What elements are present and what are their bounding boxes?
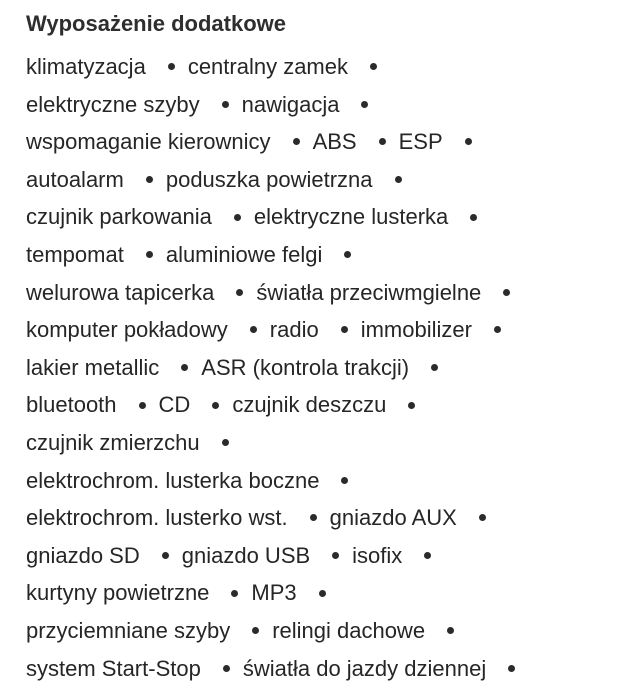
feature-item: poduszka powietrzna [166,167,373,192]
feature-item: przyciemniane szyby [26,618,230,643]
feature-item: relingi dachowe [272,618,425,643]
bullet-separator-icon [395,176,402,183]
bullet-separator-icon [146,176,153,183]
feature-line [26,424,640,462]
feature-line [26,650,640,687]
bullet-separator-icon [503,289,510,296]
feature-line [26,311,640,349]
feature-line [26,48,640,86]
feature-item: ASR (kontrola trakcji) [201,355,409,380]
bullet-separator-icon [139,402,146,409]
bullet-separator-icon [146,251,153,258]
feature-line [26,462,640,500]
feature-item: CD [159,392,191,417]
feature-line [26,499,640,537]
feature-item: światła do jazdy dziennej [243,656,486,681]
bullet-separator-icon [231,590,238,597]
feature-line [26,386,640,424]
equipment-section [26,0,640,43]
feature-line [26,349,640,387]
bullet-separator-icon [494,326,501,333]
feature-item: autoalarm [26,167,124,192]
bullet-separator-icon [447,627,454,634]
bullet-separator-icon [424,552,431,559]
feature-item: welurowa tapicerka [26,280,214,305]
bullet-separator-icon [470,214,477,221]
bullet-separator-icon [361,101,368,108]
feature-item: system Start-Stop [26,656,201,681]
bullet-separator-icon [212,402,219,409]
feature-item: isofix [352,543,402,568]
bullet-separator-icon [252,627,259,634]
feature-line [26,161,640,199]
bullet-separator-icon [234,214,241,221]
feature-item: klimatyzacja [26,54,146,79]
bullet-separator-icon [223,665,230,672]
bullet-separator-icon [508,665,515,672]
feature-line [26,274,640,312]
feature-item: elektryczne szyby [26,92,200,117]
bullet-separator-icon [431,364,438,371]
feature-item: bluetooth [26,392,117,417]
bullet-separator-icon [332,552,339,559]
bullet-separator-icon [168,63,175,70]
feature-item: immobilizer [361,317,472,342]
feature-item: wspomaganie kierownicy [26,129,271,154]
feature-item: elektryczne lusterka [254,204,448,229]
bullet-separator-icon [181,364,188,371]
feature-item: MP3 [251,580,296,605]
section-title: Wyposażenie dodatkowe [26,13,640,43]
feature-line [26,537,640,575]
bullet-separator-icon [370,63,377,70]
feature-item: ABS [313,129,357,154]
bullet-separator-icon [479,514,486,521]
bullet-separator-icon [379,138,386,145]
feature-line [26,236,640,274]
feature-item: centralny zamek [188,54,348,79]
feature-item: czujnik parkowania [26,204,212,229]
feature-item: gniazdo SD [26,543,140,568]
feature-list [26,48,640,687]
feature-line [26,612,640,650]
bullet-separator-icon [162,552,169,559]
bullet-separator-icon [222,439,229,446]
feature-line [26,574,640,612]
bullet-separator-icon [310,514,317,521]
feature-item: kurtyny powietrzne [26,580,209,605]
bullet-separator-icon [319,590,326,597]
feature-item: gniazdo USB [182,543,310,568]
bullet-separator-icon [250,326,257,333]
bullet-separator-icon [293,138,300,145]
bullet-separator-icon [408,402,415,409]
bullet-separator-icon [222,101,229,108]
feature-item: elektrochrom. lusterka boczne [26,468,319,493]
feature-item: czujnik zmierzchu [26,430,200,455]
feature-item: radio [270,317,319,342]
feature-item: gniazdo AUX [330,505,457,530]
feature-item: elektrochrom. lusterko wst. [26,505,288,530]
bullet-separator-icon [341,477,348,484]
feature-item: światła przeciwmgielne [256,280,481,305]
feature-item: lakier metallic [26,355,159,380]
feature-item: ESP [399,129,443,154]
bullet-separator-icon [465,138,472,145]
bullet-separator-icon [236,289,243,296]
feature-line [26,198,640,236]
feature-item: komputer pokładowy [26,317,228,342]
bullet-separator-icon [344,251,351,258]
feature-item: aluminiowe felgi [166,242,323,267]
feature-line [26,86,640,124]
feature-item: tempomat [26,242,124,267]
feature-item: czujnik deszczu [232,392,386,417]
feature-item: nawigacja [242,92,340,117]
feature-line [26,123,640,161]
bullet-separator-icon [341,326,348,333]
